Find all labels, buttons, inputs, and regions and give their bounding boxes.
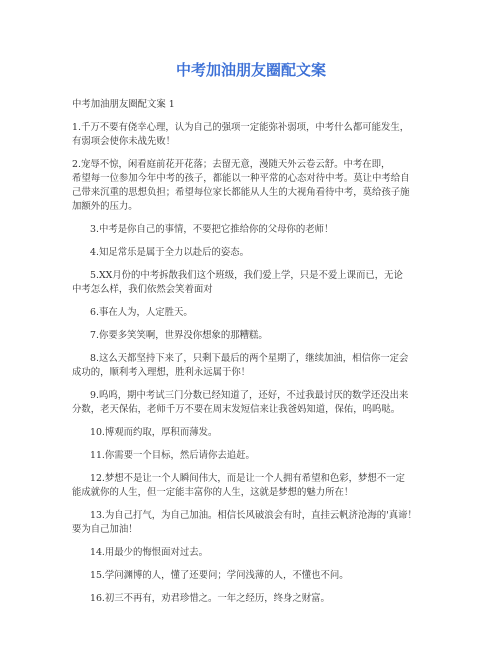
paragraph-line: 3.中考是你自己的事情，不要把它推给你的父母你的老师！ — [90, 224, 334, 235]
paragraph-line: 12.梦想不是让一个人瞬间伟大，而是让一个人拥有希望和色彩，梦想不一定 — [90, 473, 405, 484]
list-item — [72, 546, 432, 560]
paragraph-line: 2.宠辱不惊，闲看庭前花开花落；去留无意，漫随天外云卷云舒。中考在即， — [72, 159, 391, 170]
paragraph-line: 5.XX月份的中考拆散我们这个班级，我们爱上学，只是不爱上课而已，无论 — [90, 270, 403, 281]
list-item — [72, 509, 432, 537]
list-item — [72, 592, 432, 606]
paragraph-list — [72, 121, 432, 606]
list-item — [72, 389, 432, 417]
paragraph-line: 10.博观而约取，厚积而薄发。 — [90, 427, 218, 438]
paragraph-line: 13.为自己打气，为自己加油。相信长风破浪会有时，直挂云帆济沧海的'真谛！ — [90, 510, 417, 521]
paragraph-line: 中考怎么样，我们依然会笑着面对 — [72, 284, 213, 295]
paragraph-line: 14.用最少的悔恨面对过去。 — [90, 547, 209, 558]
list-item — [72, 352, 432, 380]
list-item — [72, 246, 432, 260]
document-title: 中考加油朋友圈配文案 — [175, 61, 326, 79]
paragraph-line: 7.你要多笑笑啊，世界没你想象的那糟糕。 — [90, 330, 268, 341]
paragraph-line: 15.学问渊博的人，懂了还要问；学问浅薄的人，不懂也不问。 — [90, 570, 349, 581]
list-item — [72, 449, 432, 463]
list-item — [72, 329, 432, 343]
list-item — [72, 121, 432, 149]
paragraph-line: 4.知足常乐是属于全力以赴后的姿态。 — [90, 247, 249, 258]
document-body — [72, 98, 432, 615]
list-item — [72, 269, 432, 297]
paragraph-line: 16.初三不再有，劝君珍惜之。一年之经历，终身之财富。 — [90, 593, 330, 604]
paragraph-line: 成功的，顺利考入理想，胜利永远属于你！ — [72, 367, 251, 378]
list-item — [72, 472, 432, 500]
paragraph-line: 9.呜呜，期中考试三门分数已经知道了，还好，不过我最讨厌的数学还没出来 — [90, 390, 409, 401]
paragraph-line: 1.千万不要有侥幸心理，认为自己的强项一定能弥补弱项，中考什么都可能发生， — [72, 122, 410, 133]
paragraph-line: 要为自己加油！ — [72, 524, 138, 535]
paragraph-line: 8.这么天都坚持下来了，只剩下最后的两个星期了，继续加油，相信你一定会 — [90, 353, 409, 364]
list-item — [72, 426, 432, 440]
paragraph-line: 能成就你的人生，但一定能丰富你的人生，这就是梦想的魅力所在！ — [72, 487, 354, 498]
paragraph-line: 加额外的压力。 — [72, 201, 138, 212]
paragraph-line: 11.你需要一个目标，然后请你去追赶。 — [90, 450, 255, 461]
list-item — [72, 306, 432, 320]
paragraph-line: 6.事在人为，人定胜天。 — [90, 307, 193, 318]
paragraph-line: 希望每一位参加今年中考的孩子，都能以一种平常的心态对待中考。莫让中考给自 — [72, 173, 410, 184]
paragraph-line: 有弱项会使你未战先败！ — [72, 136, 176, 147]
section-heading: 中考加油朋友圈配文案 1 — [72, 99, 175, 110]
paragraph-line: 己带来沉重的思想负担；希望每位家长都能从人生的大视角看待中考，莫给孩子施 — [72, 187, 410, 198]
list-item — [72, 223, 432, 237]
list-item — [72, 569, 432, 583]
list-item — [72, 158, 432, 214]
paragraph-line: 分数，老天保佑，老师千万不要在周末发短信来让我爸妈知道，保佑，呜呜哒。 — [72, 404, 401, 415]
